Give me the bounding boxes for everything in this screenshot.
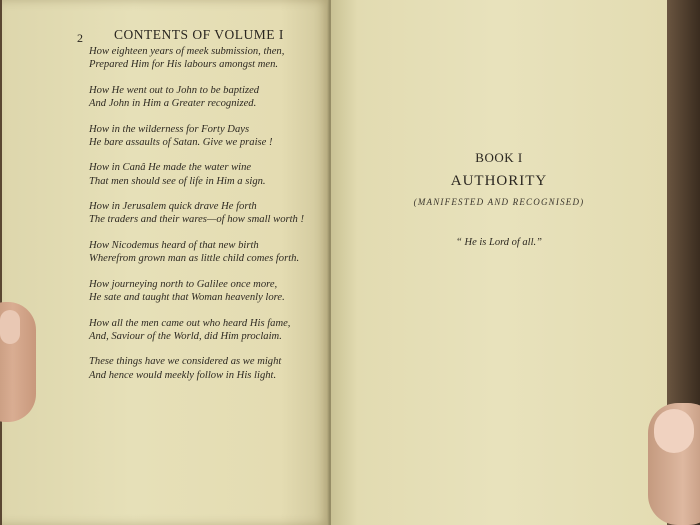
verse-line: And, Saviour of the World, did Him proclaim. (89, 330, 282, 342)
contents-stanzas (89, 45, 324, 394)
stanza (89, 317, 324, 343)
verse-line: And hence would meekly follow in His light. (89, 369, 277, 381)
thumbnail-nail (0, 310, 20, 344)
stanza (89, 45, 324, 71)
verse-line: How in Jerusalem quick drave He forth (89, 201, 257, 213)
running-head: CONTENTS OF VOLUME I (114, 27, 284, 42)
verse-line: Prepared Him for His labours amongst men. (89, 59, 279, 71)
left-thumb (0, 302, 36, 422)
verse-line: How Nicodemus heard of that new birth (89, 239, 259, 251)
verse-line: How eighteen years of meek submission, then, (89, 46, 285, 57)
verse-line: How in Canâ He made the water wine (89, 162, 252, 174)
book-subtitle: (MANIFESTED AND RECOGNISED) (413, 197, 585, 207)
book-title: AUTHORITY (450, 173, 548, 189)
left-page (2, 0, 330, 525)
stanza (89, 278, 324, 304)
stanza (89, 355, 324, 381)
stanza (89, 161, 324, 187)
verse-line: These things have we considered as we might (89, 356, 282, 368)
verse-line: He bare assaults of Satan. Give we praise ! (89, 136, 273, 148)
verse-line: That men should see of life in Him a sign. (89, 175, 266, 187)
right-thumb (648, 403, 700, 525)
right-page (331, 0, 668, 525)
thumbnail-nail (654, 409, 694, 453)
verse-line: And John in Him a Greater recognized. (89, 98, 257, 109)
verse-line: How journeying north to Galilee once more, (89, 278, 278, 290)
page-number: 2 (77, 31, 83, 45)
verse-line: How in the wilderness for Forty Days (89, 123, 250, 135)
stanza (89, 123, 324, 149)
verse-line: He sate and taught that Woman heavenly lore. (89, 291, 285, 303)
verse-line: Wherefrom grown man as little child comes forth. (89, 253, 300, 265)
epigraph: “ He is Lord of all.” (456, 237, 542, 248)
book-label: BOOK I (475, 150, 523, 165)
verse-line: How He went out to John to be baptized (89, 84, 260, 96)
stanza (89, 200, 324, 226)
stanza (89, 84, 324, 110)
stanza (89, 239, 324, 265)
verse-line: How all the men came out who heard His fame, (89, 317, 291, 329)
verse-line: The traders and their wares—of how small worth ! (89, 214, 305, 226)
